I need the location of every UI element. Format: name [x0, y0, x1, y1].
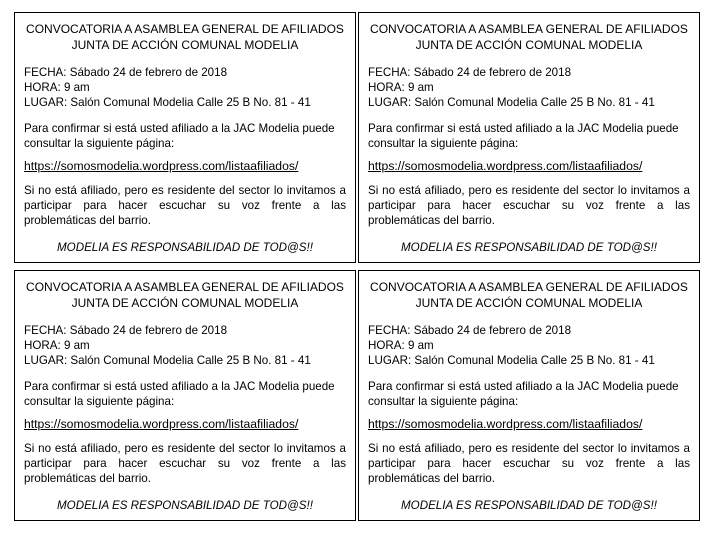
title-line-2: JUNTA DE ACCIÓN COMUNAL MODELIA [415, 296, 643, 310]
event-details [24, 323, 346, 368]
event-location: LUGAR: Salón Comunal Modelia Calle 25 B No. 81 - 41 [24, 354, 311, 367]
title-line-2: JUNTA DE ACCIÓN COMUNAL MODELIA [71, 38, 299, 52]
title-line-2: JUNTA DE ACCIÓN COMUNAL MODELIA [71, 296, 299, 310]
title-line-2: JUNTA DE ACCIÓN COMUNAL MODELIA [415, 38, 643, 52]
flyer-title [24, 21, 346, 53]
confirm-text: Para confirmar si está usted afiliado a la JAC Modelia puede consultar la siguiente página: [368, 122, 679, 150]
invite-text: Si no está afiliado, pero es residente del sector lo invitamos a participar para hacer escuchar su voz frente a las problemáticas del barrio. [24, 442, 346, 485]
footer-slogan: MODELIA ES RESPONSABILIDAD DE TOD@S!! [401, 241, 657, 254]
event-location: LUGAR: Salón Comunal Modelia Calle 25 B No. 81 - 41 [368, 96, 655, 109]
event-location: LUGAR: Salón Comunal Modelia Calle 25 B No. 81 - 41 [368, 354, 655, 367]
confirm-text: Para confirmar si está usted afiliado a la JAC Modelia puede consultar la siguiente página: [368, 380, 679, 408]
members-list-link[interactable]: https://somosmodelia.wordpress.com/listaafiliados/ [368, 417, 643, 431]
flyer-card-top-left [14, 12, 356, 263]
event-time: HORA: 9 am [368, 81, 434, 94]
event-date: FECHA: Sábado 24 de febrero de 2018 [24, 324, 228, 337]
invite-text: Si no está afiliado, pero es residente del sector lo invitamos a participar para hacer escuchar su voz frente a las problemáticas del barrio. [368, 442, 690, 485]
flyer-title [368, 279, 690, 311]
confirm-text: Para confirmar si está usted afiliado a la JAC Modelia puede consultar la siguiente página: [24, 380, 335, 408]
event-time: HORA: 9 am [24, 81, 90, 94]
flyer-card-bottom-right [358, 270, 700, 521]
title-line-1: CONVOCATORIA A ASAMBLEA GENERAL DE AFILIADOS [26, 280, 344, 294]
footer-slogan: MODELIA ES RESPONSABILIDAD DE TOD@S!! [57, 241, 313, 254]
flyer-card-top-right [358, 12, 700, 263]
footer-slogan: MODELIA ES RESPONSABILIDAD DE TOD@S!! [401, 499, 657, 512]
event-date: FECHA: Sábado 24 de febrero de 2018 [24, 66, 228, 79]
members-list-link[interactable]: https://somosmodelia.wordpress.com/listaafiliados/ [24, 417, 299, 431]
event-date: FECHA: Sábado 24 de febrero de 2018 [368, 324, 572, 337]
event-time: HORA: 9 am [24, 339, 90, 352]
flyer-card-bottom-left [14, 270, 356, 521]
members-list-link[interactable]: https://somosmodelia.wordpress.com/listaafiliados/ [368, 159, 643, 173]
flyer-title [24, 279, 346, 311]
event-location: LUGAR: Salón Comunal Modelia Calle 25 B No. 81 - 41 [24, 96, 311, 109]
footer-slogan: MODELIA ES RESPONSABILIDAD DE TOD@S!! [57, 499, 313, 512]
invite-text: Si no está afiliado, pero es residente del sector lo invitamos a participar para hacer escuchar su voz frente a las problemáticas del barrio. [24, 184, 346, 227]
title-line-1: CONVOCATORIA A ASAMBLEA GENERAL DE AFILIADOS [370, 280, 688, 294]
title-line-1: CONVOCATORIA A ASAMBLEA GENERAL DE AFILIADOS [370, 22, 688, 36]
flyer-title [368, 21, 690, 53]
event-details [24, 65, 346, 110]
event-details [368, 323, 690, 368]
confirm-text: Para confirmar si está usted afiliado a la JAC Modelia puede consultar la siguiente página: [24, 122, 335, 150]
members-list-link[interactable]: https://somosmodelia.wordpress.com/listaafiliados/ [24, 159, 299, 173]
invite-text: Si no está afiliado, pero es residente del sector lo invitamos a participar para hacer escuchar su voz frente a las problemáticas del barrio. [368, 184, 690, 227]
event-time: HORA: 9 am [368, 339, 434, 352]
event-date: FECHA: Sábado 24 de febrero de 2018 [368, 66, 572, 79]
title-line-1: CONVOCATORIA A ASAMBLEA GENERAL DE AFILIADOS [26, 22, 344, 36]
event-details [368, 65, 690, 110]
